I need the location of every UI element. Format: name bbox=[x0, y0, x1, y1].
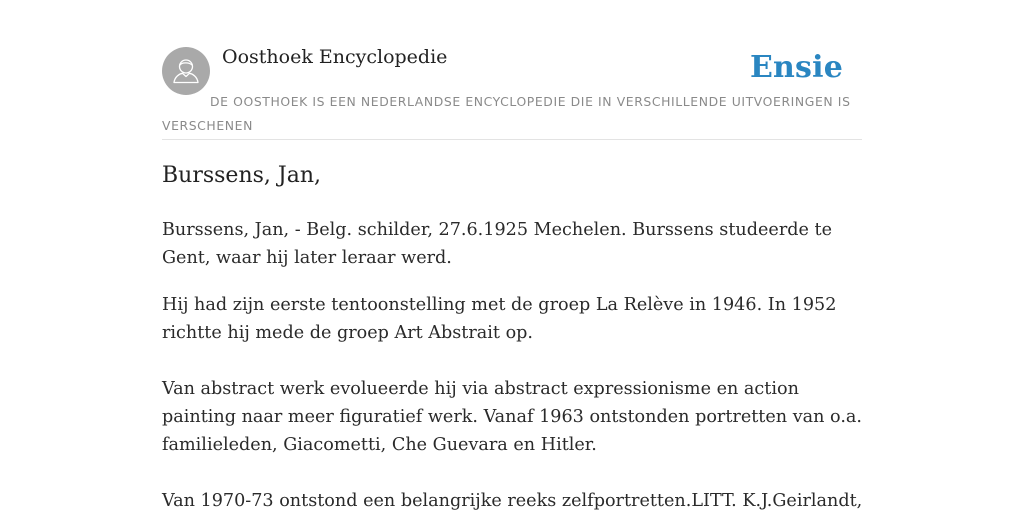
article-paragraph: Van abstract werk evolueerde hij via abstract expressionisme en action painting naar meer figuratief werk. Vanaf 1963 ontstonden portretten van o.a. familieleden, Giacometti, Che Guevara en Hitler. bbox=[162, 379, 863, 455]
site-tagline: DE OOSTHOEK IS EEN NEDERLANDSE ENCYCLOPEDIE DIE IN VERSCHILLENDE UITVOERINGEN IS VERSCHENEN bbox=[162, 94, 851, 133]
article-title: Burssens, Jan, bbox=[162, 163, 321, 188]
avatar[interactable] bbox=[162, 47, 210, 95]
brand-logo[interactable]: Ensie bbox=[749, 50, 843, 85]
article-paragraph: Hij had zijn eerste tentoonstelling met de groep La Relève in 1946. In 1952 richtte hij mede de groep Art Abstrait op. bbox=[162, 295, 837, 343]
site-name[interactable]: Oosthoek Encyclopedie bbox=[222, 46, 448, 68]
user-avatar-icon bbox=[162, 47, 210, 95]
article-paragraph: Van 1970-73 ontstond een belangrijke reeks zelfportretten.LITT. K.J.Geirlandt, bbox=[162, 491, 863, 511]
article-paragraph: Burssens, Jan, - Belg. schilder, 27.6.1925 Mechelen. Burssens studeerde te Gent, waar hij later leraar werd. bbox=[162, 220, 832, 268]
page bbox=[162, 0, 863, 511]
header bbox=[162, 0, 862, 140]
